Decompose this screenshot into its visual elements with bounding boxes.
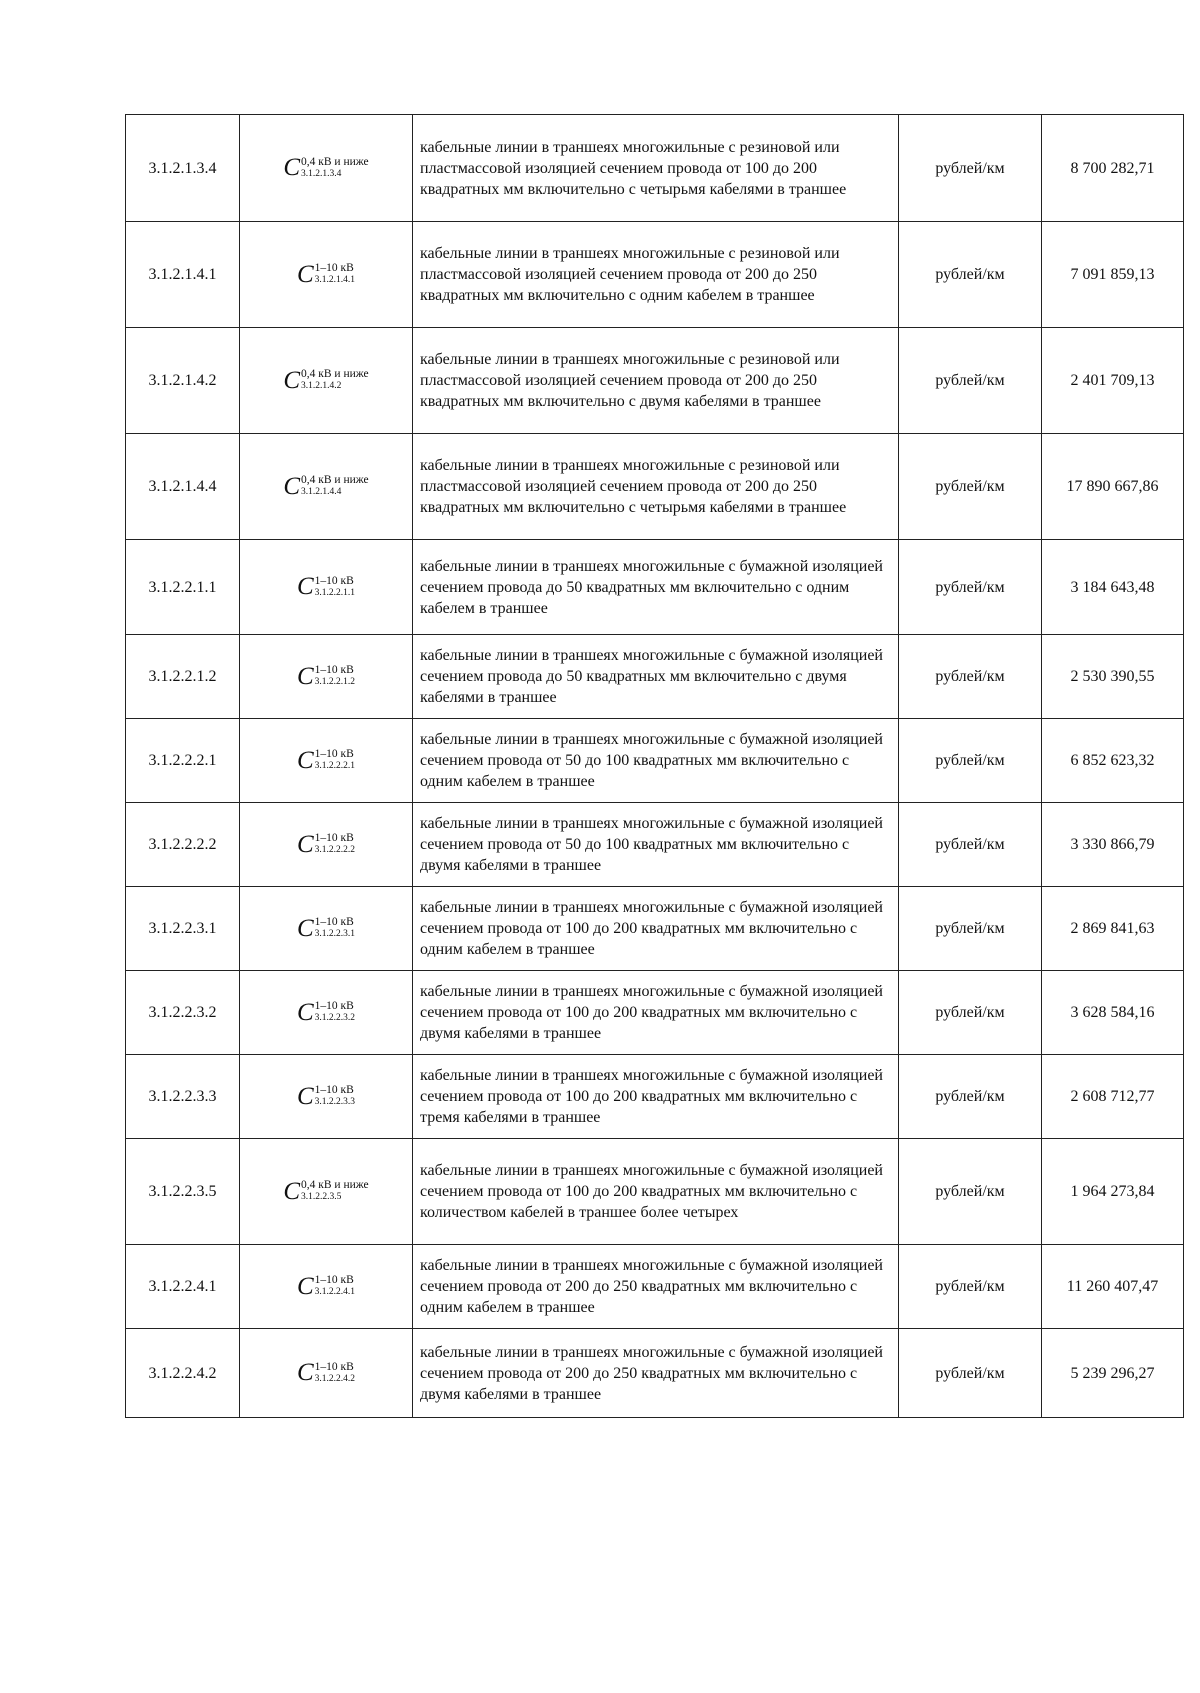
row-value: 8 700 282,71 xyxy=(1042,115,1184,222)
code-subscript: 3.1.2.1.3.4 xyxy=(301,168,342,179)
row-value: 5 239 296,27 xyxy=(1042,1329,1184,1418)
row-description: кабельные линии в траншеях многожильные с резиновой или пластмассовой изоляцией сечением провода от 100 до 200 квадратных мм включительно с четырьмя кабелями в траншее xyxy=(413,115,899,222)
row-unit: рублей/км xyxy=(899,1329,1042,1418)
row-value: 2 530 390,55 xyxy=(1042,635,1184,719)
rate-symbol-cell xyxy=(240,1329,413,1418)
row-description: кабельные линии в траншеях многожильные с бумажной изоляцией сечением провода до 50 квадратных мм включительно с двумя кабелями в траншее xyxy=(413,635,899,719)
code-subscript: 3.1.2.2.3.1 xyxy=(314,929,356,939)
rate-symbol-letter: C xyxy=(296,746,314,774)
rate-symbol-letter: C xyxy=(296,1359,314,1386)
rate-symbol-cell xyxy=(240,222,413,328)
row-code: 3.1.2.1.4.2 xyxy=(126,328,240,434)
rate-symbol-cell xyxy=(240,887,413,971)
table-row xyxy=(126,222,1184,328)
table-row xyxy=(126,1055,1184,1139)
row-unit: рублей/км xyxy=(899,803,1042,887)
row-unit: рублей/км xyxy=(899,540,1042,635)
rate-symbol-letter: C xyxy=(296,260,314,288)
row-description: кабельные линии в траншеях многожильные с бумажной изоляцией сечением провода от 100 до 200 квадратных мм включительно с тремя кабелями в траншее xyxy=(413,1055,899,1139)
row-value: 2 869 841,63 xyxy=(1042,887,1184,971)
row-value: 2 401 709,13 xyxy=(1042,328,1184,434)
code-subscript: 3.1.2.2.1.2 xyxy=(314,677,356,687)
row-code: 3.1.2.1.3.4 xyxy=(126,115,240,222)
row-description: кабельные линии в траншеях многожильные с бумажной изоляцией сечением провода от 50 до 100 квадратных мм включительно с одним кабелем в траншее xyxy=(413,719,899,803)
row-description: кабельные линии в траншеях многожильные с бумажной изоляцией сечением провода от 50 до 100 квадратных мм включительно с двумя кабелями в траншее xyxy=(413,803,899,887)
rate-symbol-letter: C xyxy=(283,366,301,394)
rate-symbol xyxy=(297,1084,355,1109)
row-unit: рублей/км xyxy=(899,328,1042,434)
code-subscript: 3.1.2.2.4.1 xyxy=(314,1287,356,1297)
row-description: кабельные линии в траншеях многожильные с бумажной изоляцией сечением провода от 100 до 200 квадратных мм включительно с двумя кабелями в траншее xyxy=(413,971,899,1055)
rate-symbol xyxy=(297,1274,355,1299)
rate-symbol-cell xyxy=(240,1139,413,1245)
row-code: 3.1.2.2.3.5 xyxy=(126,1139,240,1245)
rate-symbol xyxy=(297,832,355,857)
row-code: 3.1.2.2.4.2 xyxy=(126,1329,240,1418)
table-row xyxy=(126,540,1184,635)
rate-symbol-letter: C xyxy=(296,1082,314,1110)
row-code: 3.1.2.1.4.1 xyxy=(126,222,240,328)
rate-symbol xyxy=(283,155,368,180)
rate-symbol-cell xyxy=(240,803,413,887)
row-code: 3.1.2.2.2.2 xyxy=(126,803,240,887)
row-description: кабельные линии в траншеях многожильные с бумажной изоляцией сечением провода от 100 до 200 квадратных мм включительно с одним кабелем в траншее xyxy=(413,887,899,971)
rate-symbol-cell xyxy=(240,971,413,1055)
rate-symbol-cell xyxy=(240,434,413,540)
rate-symbol xyxy=(283,1179,368,1204)
rate-symbol-letter: C xyxy=(283,154,301,181)
rate-symbol xyxy=(283,368,368,393)
table-row xyxy=(126,887,1184,971)
row-code: 3.1.2.2.2.1 xyxy=(126,719,240,803)
row-unit: рублей/км xyxy=(899,222,1042,328)
table-row xyxy=(126,1245,1184,1329)
rate-symbol-letter: C xyxy=(283,1177,301,1205)
code-subscript: 3.1.2.2.3.3 xyxy=(314,1097,356,1107)
voltage-superscript: 0,4 кВ и ниже xyxy=(301,368,369,380)
code-subscript: 3.1.2.2.3.2 xyxy=(314,1013,356,1023)
rate-symbol-cell xyxy=(240,1055,413,1139)
row-unit: рублей/км xyxy=(899,1139,1042,1245)
row-description: кабельные линии в траншеях многожильные с резиновой или пластмассовой изоляцией сечением провода от 200 до 250 квадратных мм включительно с четырьмя кабелями в траншее xyxy=(413,434,899,540)
voltage-superscript: 1–10 кВ xyxy=(314,1360,354,1373)
row-unit: рублей/км xyxy=(899,971,1042,1055)
voltage-superscript: 1–10 кВ xyxy=(314,262,354,274)
row-unit: рублей/км xyxy=(899,434,1042,540)
rate-symbol xyxy=(297,664,355,689)
row-value: 3 628 584,16 xyxy=(1042,971,1184,1055)
code-subscript: 3.1.2.2.3.5 xyxy=(301,1192,342,1202)
rate-symbol xyxy=(297,748,355,773)
voltage-superscript: 0,4 кВ и ниже xyxy=(301,1179,369,1191)
row-code: 3.1.2.2.1.2 xyxy=(126,635,240,719)
row-description: кабельные линии в траншеях многожильные с бумажной изоляцией сечением провода от 200 до 250 квадратных мм включительно с одним кабелем в траншее xyxy=(413,1245,899,1329)
table-row xyxy=(126,1329,1184,1418)
table-row xyxy=(126,1139,1184,1245)
table-row xyxy=(126,803,1184,887)
row-value: 2 608 712,77 xyxy=(1042,1055,1184,1139)
code-subscript: 3.1.2.1.4.2 xyxy=(301,381,342,391)
row-value: 1 964 273,84 xyxy=(1042,1139,1184,1245)
voltage-superscript: 1–10 кВ xyxy=(314,916,354,928)
row-value: 17 890 667,86 xyxy=(1042,434,1184,540)
row-value: 3 184 643,48 xyxy=(1042,540,1184,635)
row-unit: рублей/км xyxy=(899,1055,1042,1139)
rate-symbol-letter: C xyxy=(296,830,314,858)
voltage-superscript: 0,4 кВ и ниже xyxy=(301,474,369,486)
row-description: кабельные линии в траншеях многожильные с бумажной изоляцией сечением провода от 100 до 200 квадратных мм включительно с количеством кабелей в траншее более четырех xyxy=(413,1139,899,1245)
rate-symbol-cell xyxy=(240,328,413,434)
rate-symbol xyxy=(297,262,355,287)
rate-symbol-cell xyxy=(240,115,413,222)
row-value: 6 852 623,32 xyxy=(1042,719,1184,803)
rate-symbol-cell xyxy=(240,635,413,719)
code-subscript: 3.1.2.1.4.1 xyxy=(314,275,356,285)
row-description: кабельные линии в траншеях многожильные с резиновой или пластмассовой изоляцией сечением провода от 200 до 250 квадратных мм включительно с одним кабелем в траншее xyxy=(413,222,899,328)
rate-symbol xyxy=(297,916,355,941)
rate-symbol xyxy=(297,1360,355,1385)
table-row xyxy=(126,971,1184,1055)
row-value: 7 091 859,13 xyxy=(1042,222,1184,328)
rate-symbol-cell xyxy=(240,1245,413,1329)
row-code: 3.1.2.2.3.1 xyxy=(126,887,240,971)
code-subscript: 3.1.2.2.1.1 xyxy=(314,587,356,598)
row-unit: рублей/км xyxy=(899,115,1042,222)
table-row xyxy=(126,719,1184,803)
row-description: кабельные линии в траншеях многожильные с резиновой или пластмассовой изоляцией сечением провода от 200 до 250 квадратных мм включительно с двумя кабелями в траншее xyxy=(413,328,899,434)
voltage-superscript: 1–10 кВ xyxy=(314,1000,354,1012)
rate-symbol-letter: C xyxy=(296,914,314,942)
rate-symbol-letter: C xyxy=(283,472,301,500)
voltage-superscript: 1–10 кВ xyxy=(314,664,354,676)
code-subscript: 3.1.2.2.4.2 xyxy=(314,1373,356,1384)
row-unit: рублей/км xyxy=(899,887,1042,971)
rate-symbol-letter: C xyxy=(296,998,314,1026)
rates-table-body xyxy=(126,115,1184,1418)
voltage-superscript: 1–10 кВ xyxy=(314,832,354,844)
row-description: кабельные линии в траншеях многожильные с бумажной изоляцией сечением провода от 200 до 250 квадратных мм включительно с двумя кабелями в траншее xyxy=(413,1329,899,1418)
rate-symbol-letter: C xyxy=(296,662,314,690)
voltage-superscript: 1–10 кВ xyxy=(314,748,354,760)
table-row xyxy=(126,635,1184,719)
rate-symbol-letter: C xyxy=(296,573,314,600)
voltage-superscript: 0,4 кВ и ниже xyxy=(301,155,369,168)
row-code: 3.1.2.1.4.4 xyxy=(126,434,240,540)
row-unit: рублей/км xyxy=(899,1245,1042,1329)
rate-symbol-letter: C xyxy=(296,1272,314,1300)
voltage-superscript: 1–10 кВ xyxy=(314,1084,354,1096)
table-row xyxy=(126,434,1184,540)
rate-symbol-cell xyxy=(240,540,413,635)
table-row xyxy=(126,115,1184,222)
rate-symbol xyxy=(297,574,355,599)
row-value: 3 330 866,79 xyxy=(1042,803,1184,887)
row-unit: рублей/км xyxy=(899,719,1042,803)
voltage-superscript: 1–10 кВ xyxy=(314,574,354,587)
rate-symbol-cell xyxy=(240,719,413,803)
rate-symbol xyxy=(283,474,368,499)
table-row xyxy=(126,328,1184,434)
code-subscript: 3.1.2.2.2.1 xyxy=(314,761,356,771)
row-unit: рублей/км xyxy=(899,635,1042,719)
row-code: 3.1.2.2.4.1 xyxy=(126,1245,240,1329)
row-description: кабельные линии в траншеях многожильные с бумажной изоляцией сечением провода до 50 квадратных мм включительно с одним кабелем в траншее xyxy=(413,540,899,635)
rates-table xyxy=(125,114,1184,1418)
row-code: 3.1.2.2.1.1 xyxy=(126,540,240,635)
row-code: 3.1.2.2.3.2 xyxy=(126,971,240,1055)
row-code: 3.1.2.2.3.3 xyxy=(126,1055,240,1139)
code-subscript: 3.1.2.2.2.2 xyxy=(314,845,356,855)
row-value: 11 260 407,47 xyxy=(1042,1245,1184,1329)
voltage-superscript: 1–10 кВ xyxy=(314,1274,354,1286)
code-subscript: 3.1.2.1.4.4 xyxy=(301,487,342,497)
rate-symbol xyxy=(297,1000,355,1025)
